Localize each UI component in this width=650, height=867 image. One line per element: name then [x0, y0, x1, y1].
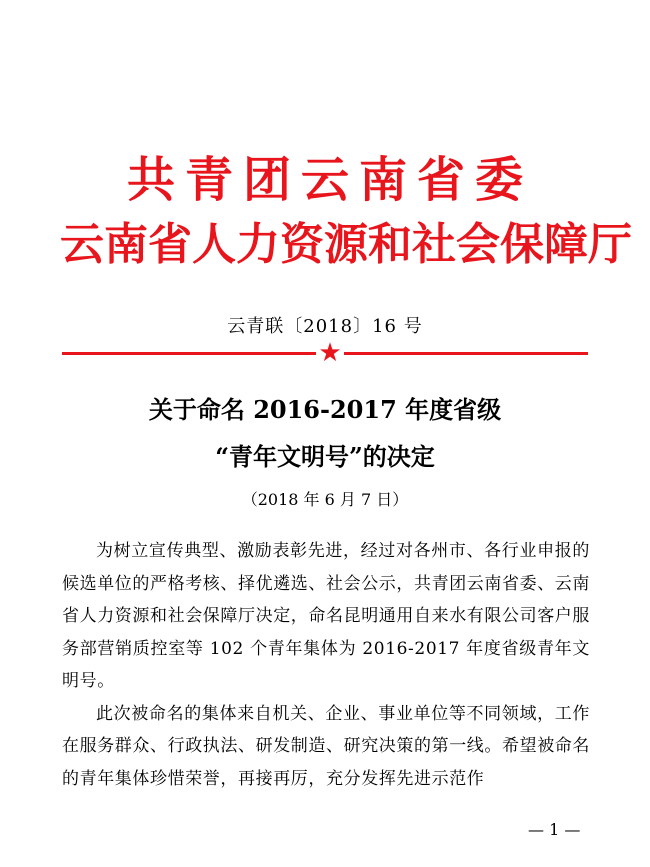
issuer-name-human-resources-department: 云南省人力资源和社会保障厅	[60, 219, 632, 270]
document-body	[62, 535, 590, 795]
red-divider-right	[344, 352, 588, 355]
red-star-icon: ★	[318, 338, 342, 368]
document-date: （2018 年 6 月 7 日）	[241, 490, 409, 509]
document-title-line-2: “青年文明号”的决定	[215, 442, 435, 471]
document-title-line-1: 关于命名 2016-2017 年度省级	[148, 395, 502, 424]
issuer-name-communist-youth-league: 共青团云南省委	[126, 152, 533, 208]
red-divider-left	[62, 352, 316, 355]
page-number: — 1 —	[528, 820, 581, 839]
body-paragraph-2: 此次被命名的集体来自机关、企业、事业单位等不同领域，工作在服务群众、行政执法、研发制造、研究决策的第一线。希望被命名的青年集体珍惜荣誉，再接再厉，充分发挥先进示范作	[62, 703, 590, 789]
document-number: 云青联〔2018〕16 号	[227, 316, 423, 337]
body-paragraph-1: 为树立宣传典型、激励表彰先进，经过对各州市、各行业申报的候选单位的严格考核、择优遴选、社会公示，共青团云南省委、云南省人力资源和社会保障厅决定，命名昆明通用自来水有限公司客户服务部营销质控室等 102 个青年集体为 2016-2017 年度省级青年文明号。	[62, 541, 590, 691]
